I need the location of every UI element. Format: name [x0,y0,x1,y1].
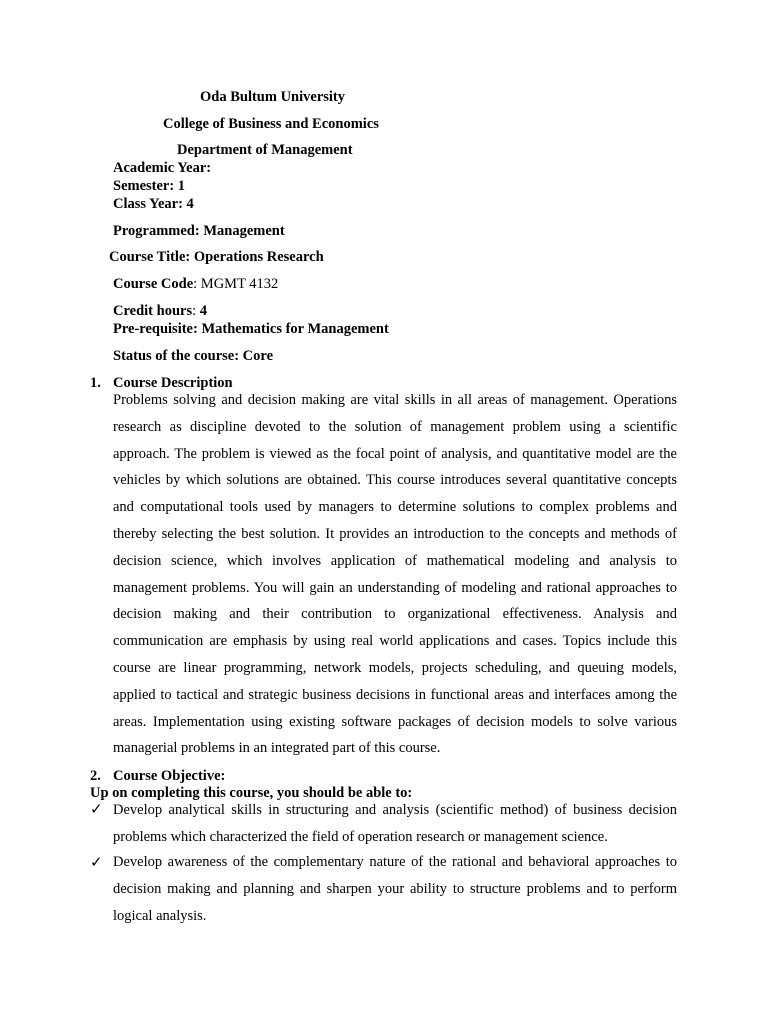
checkmark-icon: ✓ [90,853,103,871]
class-year: Class Year: 4 [113,196,194,212]
section-1-heading: Course Description [113,375,233,391]
objective-item: Develop awareness of the complementary nature of the rational and behavioral approaches to decision making and planning and sharpen your ability to structure problems and to perform logical analysis. [113,854,677,924]
course-code-value: : MGMT 4132 [193,276,279,292]
objective-intro: Up on completing this course, you should be able to: [90,785,413,801]
department-name: Department of Management [177,142,353,158]
course-title: Course Title: Operations Research [109,249,324,265]
course-status: Status of the course: Core [113,348,274,364]
prerequisite [113,320,389,338]
course-description-text: Problems solving and decision making are vital skills in all areas of management. Operations research as discipline devoted to the solution of management problem using a scientific approach. The problem is viewed as the focal point of analysis, and quantitative model are the vehicles by which solutions are obtained. This course introduces several quantitative concepts and computational tools used by managers to determine solutions to complex problems and thereby selecting the best solution. It provides an introduction to the concepts and methods of decision science, which involves application of mathematical modeling and analysis to management problems. You will gain an understanding of modeling and rational approaches to decision making and their contribution to organizational effectiveness. Analysis and communication are emphasis by using real world applications and cases. Topics include this course are linear programming, network models, projects scheduling, and queuing models, applied to tactical and strategic business decisions in functional areas and interfaces among the areas. Implementation using existing software packages of decision models to solve various managerial problems in an integrated part of this course. [113,392,677,757]
prerequisite-label: Pre-requisite [113,321,193,337]
academic-year: Academic Year: [113,160,212,176]
semester: Semester: 1 [113,178,186,194]
course-code-label: Course Code [113,276,194,292]
credit-hours-label: Credit hours [113,303,193,319]
course-code [113,275,278,293]
prerequisite-value: : Mathematics for Management [193,321,389,337]
section-2-heading: Course Objective: [113,768,226,784]
section-2-number: 2. [90,768,101,784]
credit-hours-number: 4 [196,303,207,319]
credit-hours-colon: : [192,303,197,319]
programmed: Programmed: Management [113,223,285,239]
university-name: Oda Bultum University [200,89,346,105]
checkmark-icon: ✓ [90,800,103,818]
section-1-number: 1. [90,375,101,391]
college-name: College of Business and Economics [163,116,379,132]
objective-item: Develop analytical skills in structuring and analysis (scientific method) of business decision problems which characterized the field of operation research or management science. [113,802,677,845]
